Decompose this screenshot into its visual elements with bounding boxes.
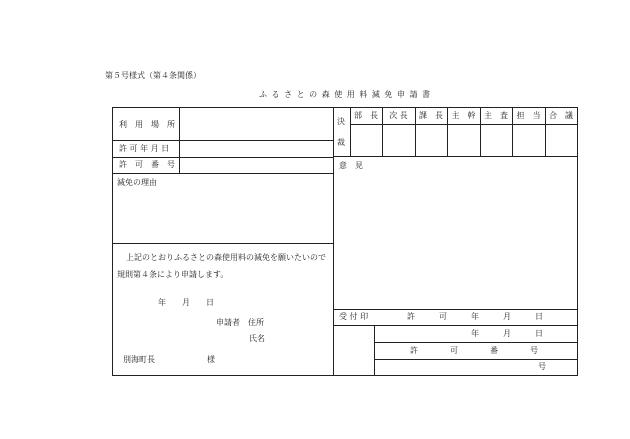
statement-line-2: 規則第４条により申請します。 xyxy=(117,270,229,279)
approval-block-bottom xyxy=(333,156,577,157)
table-border-top xyxy=(112,107,577,108)
approver-header: 次 長 xyxy=(389,111,408,120)
decision-label-2: 裁 xyxy=(337,138,345,147)
permit-number-suffix: 号 xyxy=(538,362,546,371)
approver-header: 合 議 xyxy=(549,111,573,120)
table-border-bottom xyxy=(112,375,577,376)
decision-label-1: 決 xyxy=(337,117,345,126)
approver-header: 主 査 xyxy=(484,111,508,120)
receipt-stamp-label: 受 付 印 xyxy=(339,312,369,321)
opinion-label: 意 見 xyxy=(339,161,363,170)
statement-line-1: 上記のとおりふるさとの森使用料の減免を願いたいので xyxy=(126,253,326,262)
permit-date-row: 許 可 年 月 日 xyxy=(407,312,543,321)
approver-header: 主 幹 xyxy=(451,111,476,120)
addressee: 別海町長 xyxy=(123,355,155,364)
approver-header-divider xyxy=(350,124,577,125)
honorific: 様 xyxy=(207,355,215,364)
permit-date-label: 許 可 年 月 日 xyxy=(119,144,170,153)
row-divider xyxy=(112,243,333,244)
table-border-left xyxy=(112,107,113,376)
row-divider xyxy=(112,157,333,158)
receipt-stamp-divider xyxy=(374,325,375,375)
reason-label: 減免の理由 xyxy=(117,178,157,187)
permit-date-row-2: 年 月 日 xyxy=(471,329,543,338)
application-date: 年 月 日 xyxy=(158,298,214,307)
form-number: 第５号様式（第４条関係） xyxy=(105,71,201,80)
applicant-address-label: 申請者 住所 xyxy=(216,318,264,327)
table-border-right xyxy=(577,107,578,376)
label-column-divider xyxy=(179,107,180,173)
approver-header: 部 長 xyxy=(354,111,378,120)
permit-row-divider xyxy=(374,342,577,343)
form-title: ふ る さ と の 森 使 用 料 減 免 申 請 書 xyxy=(259,90,432,99)
place-label: 利 用 場 所 xyxy=(119,120,175,129)
permit-number-label: 許 可 番 号 xyxy=(119,160,175,169)
approver-header: 課 長 xyxy=(419,111,443,120)
permit-number-row: 許 可 番 号 xyxy=(410,346,538,355)
receipt-row-divider xyxy=(333,325,577,326)
table-center-divider xyxy=(333,107,334,376)
row-divider xyxy=(112,173,333,174)
permit-row-divider xyxy=(374,359,577,360)
row-divider xyxy=(112,140,333,141)
applicant-name-label: 氏名 xyxy=(249,334,265,343)
approver-header: 担 当 xyxy=(516,111,541,120)
opinion-bottom xyxy=(333,309,577,310)
